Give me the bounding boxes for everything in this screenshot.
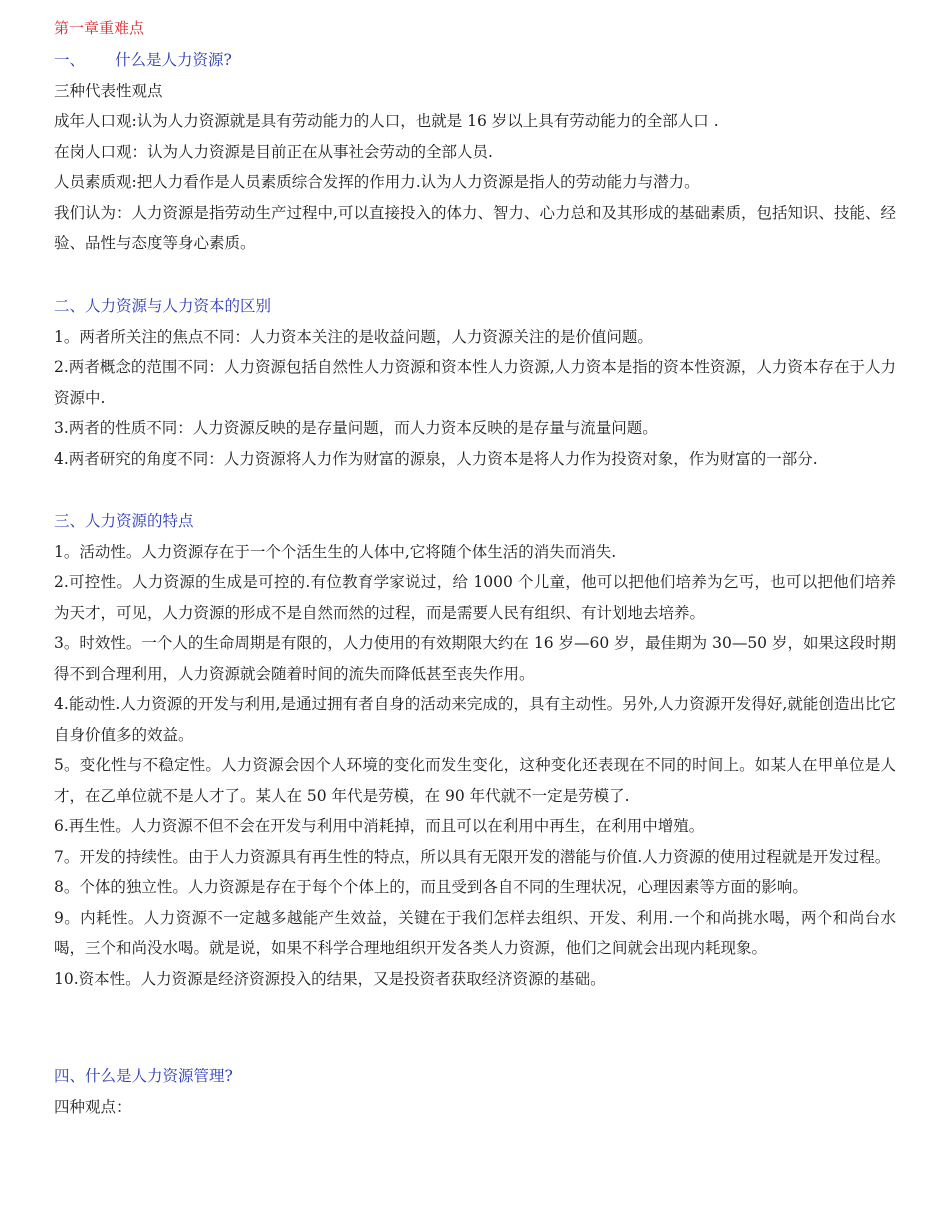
section-hr-vs-human-capital <box>54 291 896 474</box>
paragraph: 1。活动性。人力资源存在于一个个活生生的人体中,它将随个体生活的消失而消失. <box>54 542 617 561</box>
section-heading-1: 一、 什么是人力资源? <box>54 51 232 69</box>
paragraph: 9。内耗性。人力资源不一定越多越能产生效益，关键在于我们怎样去组织、开发、利用.一个和尚挑水喝，两个和尚台水喝，三个和尚没水喝。就是说，如果不科学合理地组织开发各类人力资源，他们之间就会出现内耗现象。 <box>54 908 896 957</box>
chapter-header-cut: 第一章重难点 <box>54 19 145 35</box>
paragraph: 四种观点： <box>54 1097 132 1116</box>
paragraph: 2.可控性。人力资源的生成是可控的.有位教育学家说过，给 1000 个儿童，他可以把他们培养为乞丐，也可以把他们培养为天才，可见，人力资源的形成不是自然而然的过程，而是需要人民有组织、有计划地去培养。 <box>54 573 896 622</box>
paragraph: 4.两者研究的角度不同：人力资源将人力作为财富的源泉，人力资本是将人力作为投资对象，作为财富的一部分. <box>54 449 818 468</box>
paragraph: 三种代表性观点 <box>54 81 163 100</box>
section-what-is-hrm <box>54 1061 896 1122</box>
section-heading-4: 四、什么是人力资源管理? <box>54 1067 233 1085</box>
paragraph: 3.两者的性质不同：人力资源反映的是存量问题，而人力资本反映的是存量与流量问题。 <box>54 419 658 437</box>
paragraph: 2.两者概念的范围不同：人力资源包括自然性人力资源和资本性人力资源,人力资本是指的资本性资源，人力资本存在于人力资源中. <box>54 358 896 407</box>
section-hr-characteristics <box>54 506 896 994</box>
paragraph: 在岗人口观：认为人力资源是目前正在从事社会劳动的全部人员. <box>54 142 493 161</box>
section-heading-3: 三、人力资源的特点 <box>54 512 194 530</box>
paragraph: 3。时效性。一个人的生命周期是有限的，人力使用的有效期限大约在 16 岁—60 岁，最佳期为 30—50 岁，如果这段时期得不到合理利用，人力资源就会随着时间的流失而降低甚至丧失作用。 <box>54 634 896 683</box>
paragraph: 成年人口观:认为人力资源就是具有劳动能力的人口，也就是 16 岁以上具有劳动能力的全部人口 . <box>54 112 719 130</box>
paragraph: 10.资本性。人力资源是经济资源投入的结果，又是投资者获取经济资源的基础。 <box>54 969 606 988</box>
section-what-is-hr <box>54 45 896 259</box>
paragraph: 我们认为：人力资源是指劳动生产过程中,可以直接投入的体力、智力、心力总和及其形成的基础素质，包括知识、技能、经验、品性与态度等身心素质。 <box>54 203 896 252</box>
paragraph: 6.再生性。人力资源不但不会在开发与利用中消耗掉，而且可以在利用中再生，在利用中增殖。 <box>54 817 705 835</box>
paragraph: 人员素质观:把人力看作是人员素质综合发挥的作用力.认为人力资源是指人的劳动能力与潜力。 <box>54 173 700 191</box>
paragraph: 5。变化性与不稳定性。人力资源会因个人环境的变化而发生变化，这种变化还表现在不同的时间上。如某人在甲单位是人才，在乙单位就不是人才了。某人在 50 年代是劳模，在 90 年代就不一定是劳模了. <box>54 756 896 805</box>
paragraph: 7。开发的持续性。由于人力资源具有再生性的特点，所以具有无限开发的潜能与价值.人力资源的使用过程就是开发过程。 <box>54 847 891 866</box>
paragraph: 1。两者所关注的焦点不同：人力资本关注的是收益问题，人力资源关注的是价值问题。 <box>54 327 653 346</box>
paragraph: 8。个体的独立性。人力资源是存在于每个个体上的，而且受到各自不同的生理状况，心理因素等方面的影响。 <box>54 878 808 896</box>
paragraph: 4.能动性.人力资源的开发与利用,是通过拥有者自身的活动来完成的，具有主动性。另外,人力资源开发得好,就能创造出比它自身价值多的效益。 <box>54 695 896 744</box>
section-heading-2: 二、人力资源与人力资本的区别 <box>54 297 272 315</box>
